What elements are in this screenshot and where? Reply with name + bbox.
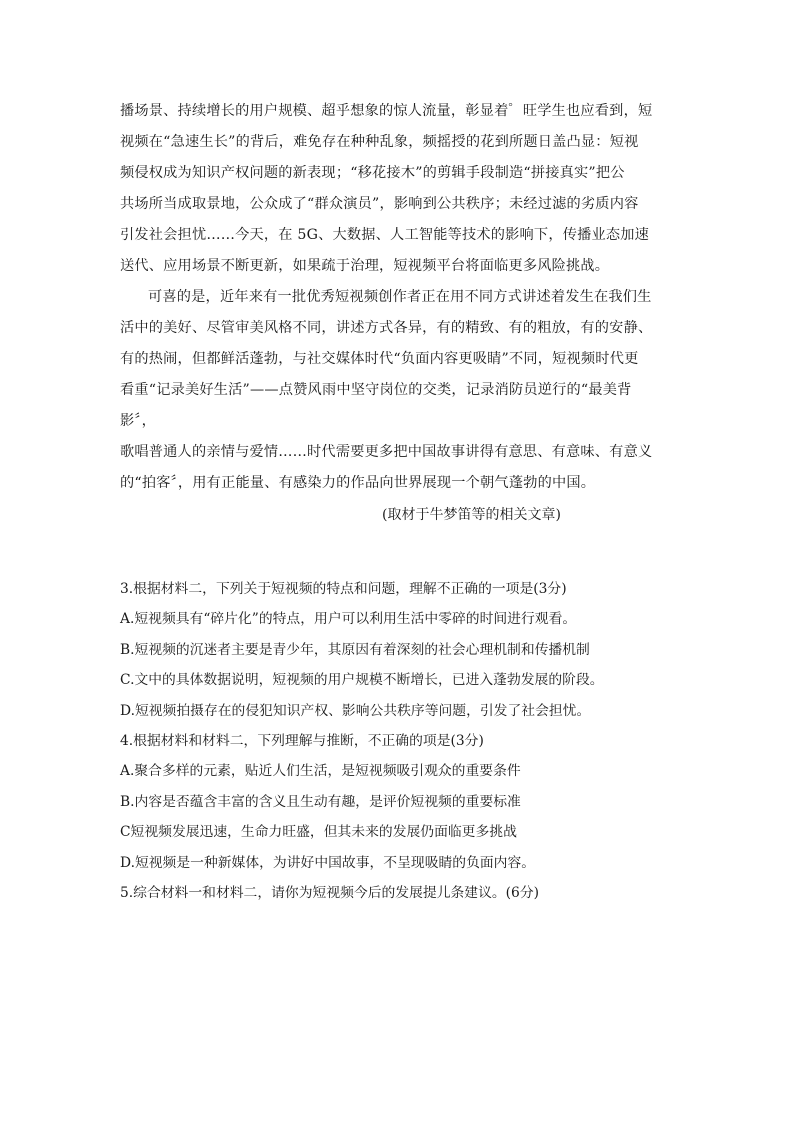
passage-line: 播场景、持续增长的用户规模、超乎想象的惊人流量，彰显着゜旺学生也应看到，短 <box>120 103 653 119</box>
passage-line: 有的热闹，但都鲜活蓬勃，与社交媒体时代“负面内容更吸睛”不同，短视频时代更 <box>120 351 639 367</box>
question-4-stem: 4.根据材料和材料二，下列理解与推断，不正确的项是(3分) <box>120 732 484 749</box>
source-citation: (取材于牛梦笛等的相关文章) <box>382 507 561 523</box>
passage <box>120 96 675 499</box>
question-3-option-b: B.短视频的沉迷者主要是青少年，其原因有着深刻的社会心理机制和传播机制 <box>120 641 590 658</box>
question-4-option-a: A.聚合多样的元素，贴近人们生活，是短视频吸引观众的重要条件 <box>120 763 521 780</box>
question-5-stem: 5.综合材料一和材料二，请你为短视频今后的发展提儿条建议。(6分) <box>120 884 540 901</box>
question-3-option-c: C.文中的具体数据说明，短视频的用户规模不断增长，已进入蓬勃发展的阶段。 <box>120 672 604 689</box>
passage-line: 活中的美好、尽管审美风格不同，讲述方式各异，有的精致、有的粗放，有的安静、 <box>120 320 653 336</box>
passage-line: 影〞， <box>120 413 157 429</box>
passage-line: 可喜的是，近年来有一批优秀短视频创作者正在用不同方式讲述着发生在我们生 <box>148 289 652 305</box>
question-3-option-a: A.短视频具有“碎片化”的特点，用户可以利用生活中零碎的时间进行观看。 <box>120 611 577 628</box>
passage-line: 频侵权成为知识产权问题的新表现；“移花接木”的剪辑手段制造“拼接真实”把公 <box>120 165 625 181</box>
passage-line: 共场所当成取景地，公众成了“群众演员”，影响到公共秩序；未经过滤的劣质内容 <box>120 196 639 212</box>
question-4-option-c: C短视频发展迅速，生命力旺盛，但其未来的发展仍面临更多挑战 <box>120 824 517 841</box>
question-3-option-d: D.短视频拍摄存在的侵犯知识产权、影响公共秩序等问题，引发了社会担忧。 <box>120 702 591 719</box>
passage-line: 的“拍客〞，用有正能量、有感染力的作品向世界展现一个朝气蓬勃的中国。 <box>120 475 596 491</box>
passage-line: 歌唱普通人的亲情与爱情……时代需要更多把中国故事讲得有意思、有意味、有意义 <box>120 444 653 460</box>
question-4-option-d: D.短视频是一种新媒体，为讲好中国故事，不呈现吸睛的负面内容。 <box>120 854 536 871</box>
passage-line: 送代、应用场景不断更新，如果疏于治理，短视频平台将面临更多风险挑战。 <box>120 258 610 274</box>
question-list <box>120 574 675 908</box>
question-3-stem: 3.根据材料二，下列关于短视频的特点和问题，理解不正确的一项是(3分) <box>120 581 567 597</box>
document-page <box>120 96 675 908</box>
passage-line: 看重“记录美好生活”——点赞风雨中坚守岗位的交类，记录消防员逆行的“最美背 <box>120 382 632 398</box>
question-4-option-b: B.内容是否蕴含丰富的含义且生动有趣，是评价短视频的重要标准 <box>120 793 521 810</box>
passage-line: 视频在“急速生长”的背后，难免存在种种乱象，频摇授的花到所题日盖凸显：短视 <box>120 134 639 150</box>
passage-line: 引发社会担忧……今天，在 5G、大数据、人工智能等技术的影响下，传播业态加速 <box>120 227 650 243</box>
